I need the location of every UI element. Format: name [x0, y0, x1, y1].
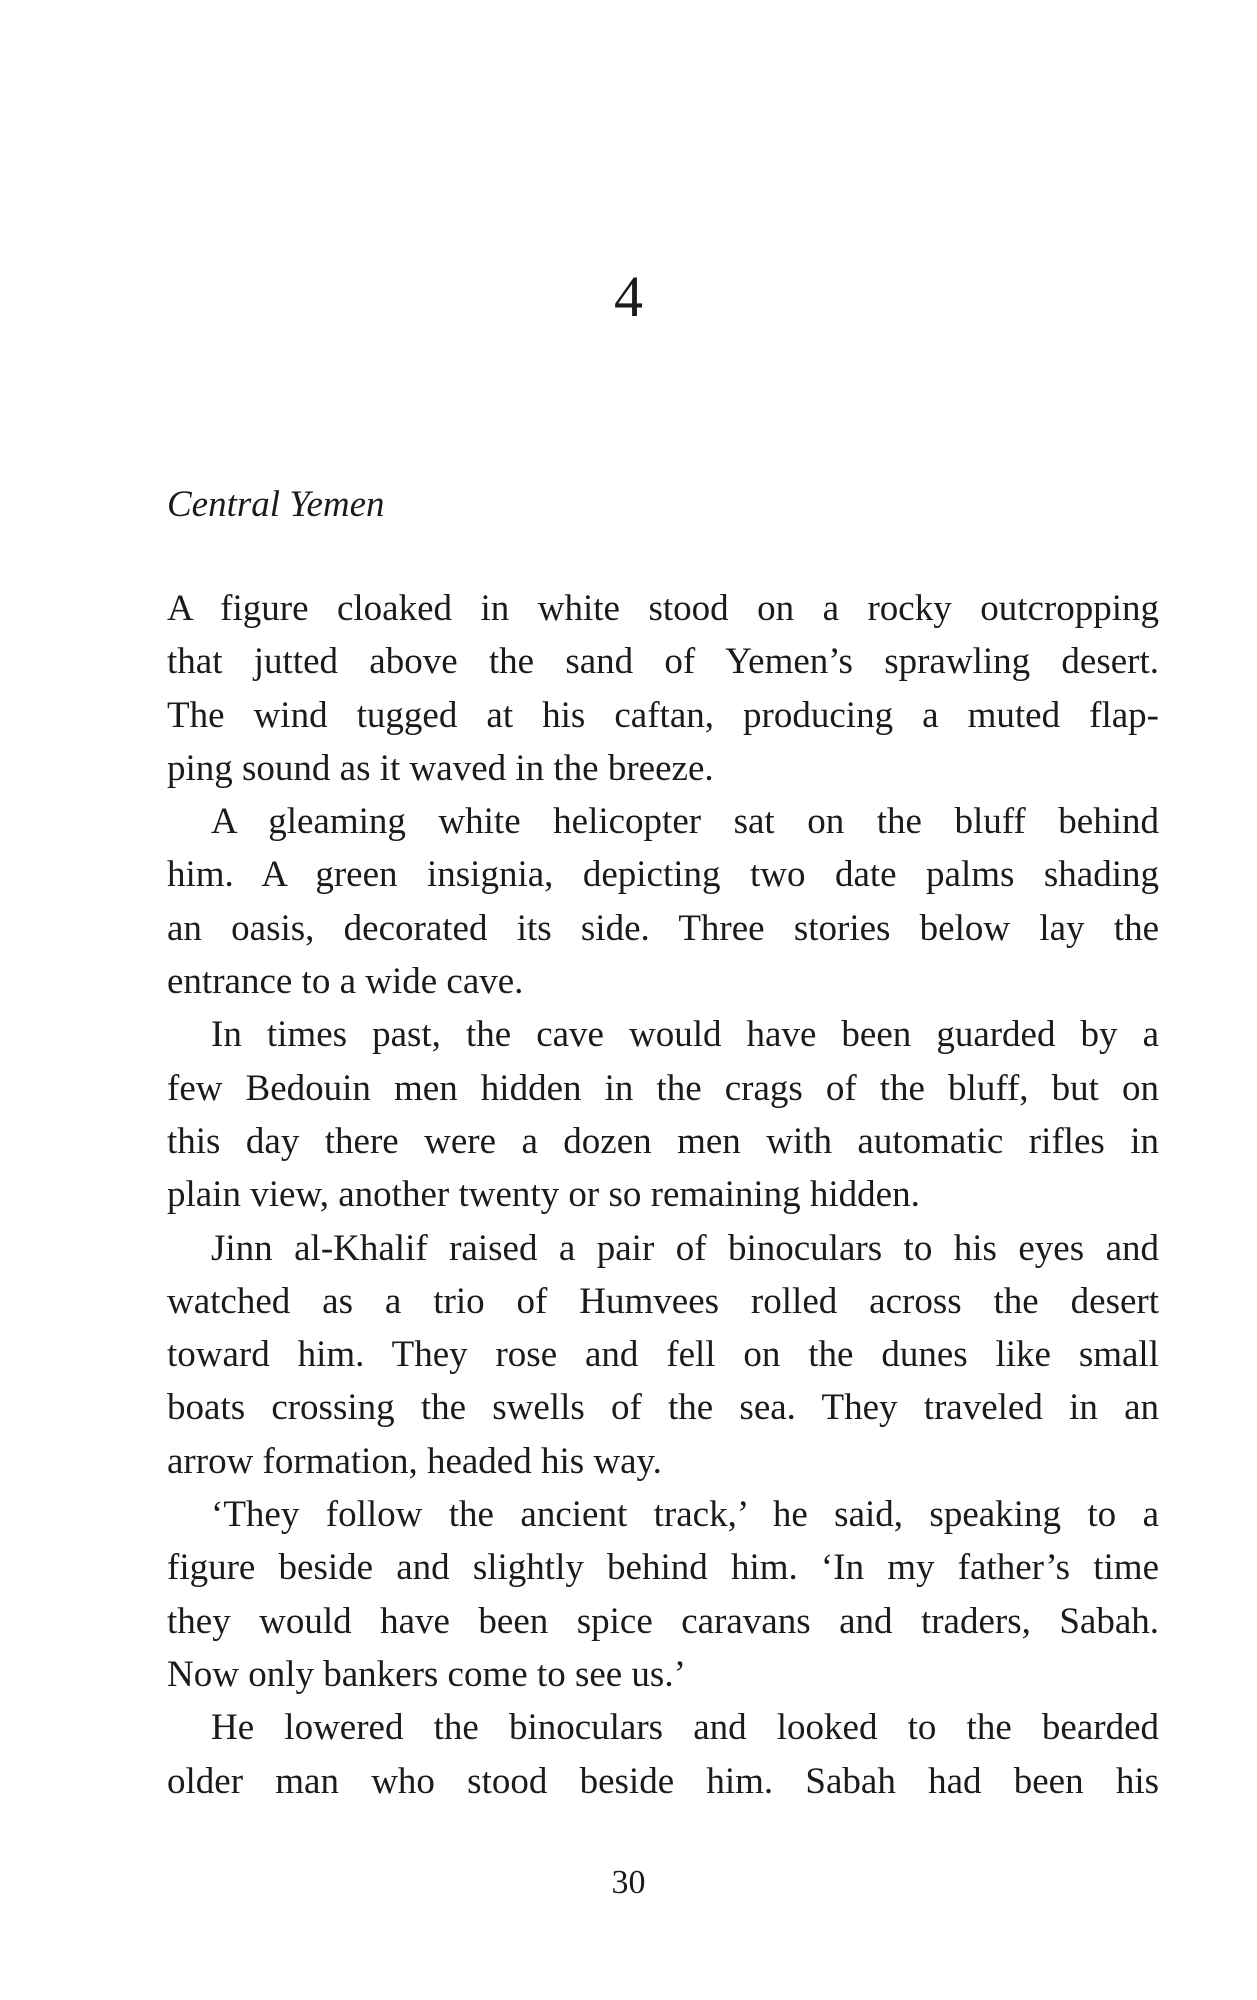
paragraph-5 — [167, 1488, 1159, 1701]
text-line: boats crossing the swells of the sea. They traveled in an — [167, 1387, 1159, 1429]
text-line: The wind tugged at his caftan, producing a muted flap- — [167, 694, 1159, 736]
text-line: plain view, another twenty or so remaining hidden. — [167, 1174, 920, 1216]
text-line: He lowered the binoculars and looked to the bearded — [211, 1707, 1159, 1749]
paragraph-2 — [167, 795, 1159, 1008]
paragraph-4 — [167, 1222, 1159, 1488]
text-line: A gleaming white helicopter sat on the bluff behind — [211, 801, 1159, 843]
text-line: this day there were a dozen men with automatic rifles in — [167, 1120, 1159, 1162]
text-line: him. A green insignia, depicting two date palms shading — [167, 854, 1159, 896]
chapter-number: 4 — [614, 264, 643, 329]
location-heading: Central Yemen — [167, 484, 385, 525]
paragraph-3 — [167, 1008, 1159, 1221]
text-line: older man who stood beside him. Sabah had been his — [167, 1760, 1159, 1802]
text-line: A figure cloaked in white stood on a rocky outcropping — [167, 588, 1159, 629]
text-line: an oasis, decorated its side. Three stories below lay the — [167, 907, 1159, 949]
text-line: few Bedouin men hidden in the crags of the bluff, but on — [167, 1067, 1159, 1109]
text-line: ping sound as it waved in the breeze. — [167, 747, 714, 789]
text-line: ‘They follow the ancient track,’ he said, speaking to a — [211, 1494, 1159, 1536]
text-line: that jutted above the sand of Yemen’s sprawling desert. — [167, 641, 1159, 683]
page-number: 30 — [611, 1864, 646, 1901]
text-line: arrow formation, headed his way. — [167, 1440, 662, 1482]
paragraph-6 — [167, 1701, 1159, 1808]
text-line: watched as a trio of Humvees rolled across the desert — [167, 1280, 1159, 1322]
text-line: toward him. They rose and fell on the dunes like small — [167, 1334, 1159, 1376]
text-line: Now only bankers come to see us.’ — [167, 1653, 686, 1695]
text-line: In times past, the cave would have been guarded by a — [211, 1014, 1159, 1056]
text-line: Jinn al-Khalif raised a pair of binoculars to his eyes and — [211, 1227, 1159, 1269]
text-line: entrance to a wide cave. — [167, 961, 524, 1003]
text-line: figure beside and slightly behind him. ‘In my father’s time — [167, 1547, 1159, 1589]
body-text — [167, 582, 1159, 1808]
text-line: they would have been spice caravans and traders, Sabah. — [167, 1600, 1159, 1642]
paragraph-1 — [167, 582, 1159, 795]
